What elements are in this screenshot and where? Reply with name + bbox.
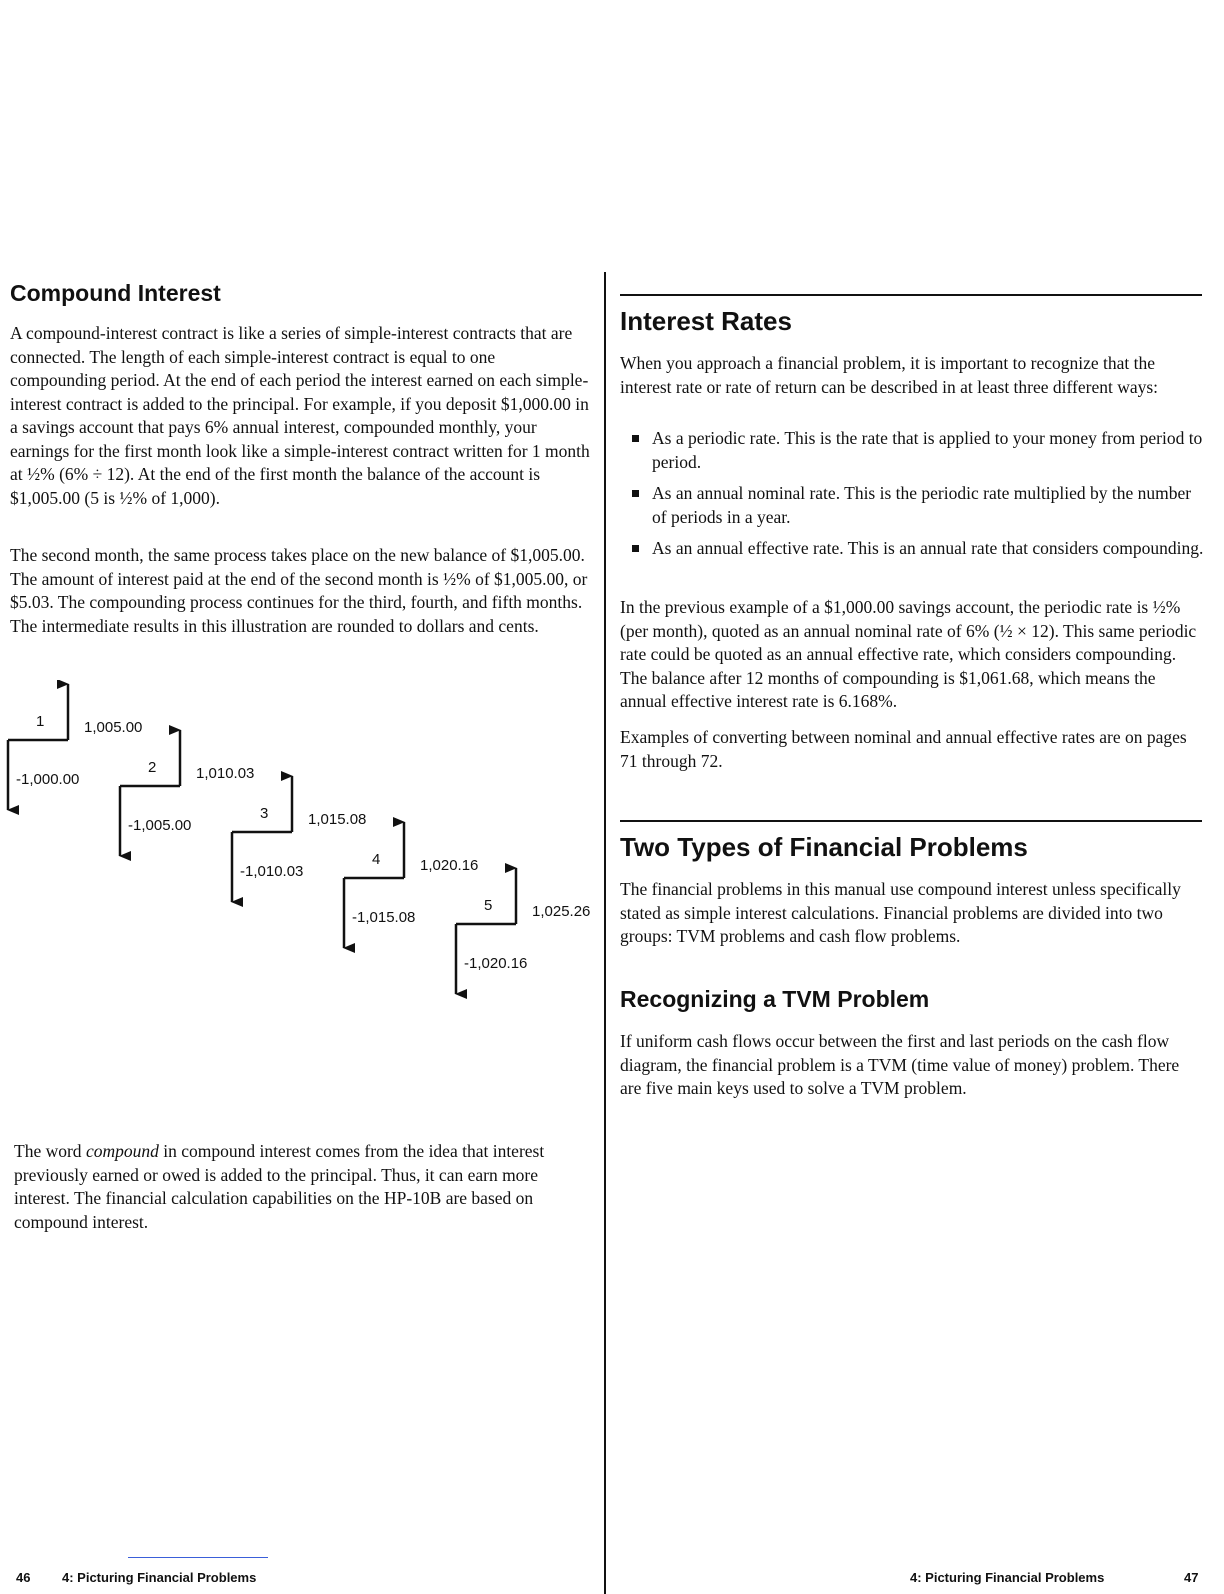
interest-rates-paragraph-3: Examples of converting between nominal and annual effective rates are on pages 71 through 72. <box>620 727 1187 771</box>
paragraph-3-start: The word <box>14 1141 86 1161</box>
list-item <box>620 427 1204 474</box>
inflow-label: 1,010.03 <box>196 765 255 782</box>
inflow-label: 1,015.08 <box>308 811 367 828</box>
section-rule-1 <box>620 294 1202 296</box>
rate-types-list <box>620 427 1204 569</box>
compound-interest-paragraph-1: A compound-interest contract is like a series of simple-interest contracts that are connected. The length of each simple-interest contract is equal to one compounding period. At the end of each period the interest earned on each simple-interest contract is added to the principal. For example, if you deposit $1,000.00 in a savings account that pays 6% annual interest, compounded monthly, your earnings for the first month look like a simple-interest contract written for 1 month at ½% (6% ÷ 12). At the end of the first month the balance of the account is $1,005.00 (5 is ½% of 1,000). <box>10 323 590 508</box>
recognizing-tvm-paragraph: If uniform cash flows occur between the first and last periods on the cash flow diagram, the financial problem is a TVM (time value of money) problem. There are five main keys used to solve a TVM problem. <box>620 1031 1180 1098</box>
outflow-label: -1,015.08 <box>352 909 416 926</box>
compound-interest-paragraph-3 <box>14 1140 594 1234</box>
left-page-number: 46 <box>16 1570 31 1585</box>
section-rule-2 <box>620 820 1202 822</box>
list-item-text: As an annual nominal rate. This is the periodic rate multiplied by the number of periods in a year. <box>652 483 1192 527</box>
inflow-label: 1,020.16 <box>420 857 479 874</box>
list-item <box>620 537 1204 561</box>
left-footer-title: 4: Picturing Financial Problems <box>62 1570 257 1585</box>
list-item-text: As an annual effective rate. This is an annual rate that considers compounding. <box>652 538 1204 558</box>
right-page-number: 47 <box>1184 1570 1199 1585</box>
outflow-label: -1,005.00 <box>128 817 192 834</box>
paragraph-3-emphasis: compound <box>85 1141 159 1161</box>
inflow-label: 1,025.26 <box>532 903 591 920</box>
bullet-icon <box>632 490 639 497</box>
compound-interest-paragraph-2: The second month, the same process takes place on the new balance of $1,005.00. The amount of interest paid at the end of the second month is ½% of $1,005.00, or $5.03. The compounding process continues for the third, fourth, and fifth months. The intermediate results in this illustration are rounded to dollars and cents. <box>10 545 588 636</box>
right-footer-title: 4: Picturing Financial Problems <box>910 1570 1105 1585</box>
compound-interest-heading: Compound Interest <box>10 280 221 306</box>
bottom-link-line <box>128 1557 268 1558</box>
bullet-icon <box>632 435 639 442</box>
right-page <box>606 0 1224 1584</box>
list-item-text: As a periodic rate. This is the rate that is applied to your money from period to period. <box>652 428 1203 472</box>
two-types-heading: Two Types of Financial Problems <box>620 832 1028 862</box>
outflow-label: -1,010.03 <box>240 863 304 880</box>
list-item <box>620 482 1204 529</box>
interest-rates-paragraph-2: In the previous example of a $1,000.00 savings account, the periodic rate is ½% (per month), quoted as an annual nominal rate of 6% (½ × 12). This same periodic rate could be quoted as an annual effective rate, which considers compounding. The balance after 12 months of compounding is $1,061.68, which means the annual effective interest rate is 6.168%. <box>620 597 1197 711</box>
paragraph-3-end: in compound interest comes from the idea that interest previously earned or owed is added to the principal. Thus, it can earn more interest. The financial calculation capabilities on the HP-10B are based on compound interest. <box>14 1141 545 1232</box>
left-page <box>0 0 606 1584</box>
outflow-label: -1,020.16 <box>464 955 528 972</box>
inflow-label: 1,005.00 <box>84 719 143 736</box>
period-label: 3 <box>260 805 269 822</box>
interest-rates-paragraph-1: When you approach a financial problem, it is important to recognize that the interest rate or rate of return can be described in at least three different ways: <box>620 353 1159 397</box>
outflow-label: -1,000.00 <box>16 771 80 788</box>
period-label: 1 <box>36 713 45 730</box>
period-label: 4 <box>372 851 381 868</box>
period-label: 2 <box>148 759 157 776</box>
period-label: 5 <box>484 897 493 914</box>
interest-rates-heading: Interest Rates <box>620 306 792 336</box>
bullet-icon <box>632 545 639 552</box>
cash-flow-diagram <box>0 680 600 1100</box>
two-types-paragraph: The financial problems in this manual use compound interest unless specifically stated as simple interest calculations. Financial problems are divided into two groups: TVM problems and cash flow problems. <box>620 879 1181 946</box>
recognizing-tvm-heading: Recognizing a TVM Problem <box>620 986 930 1012</box>
